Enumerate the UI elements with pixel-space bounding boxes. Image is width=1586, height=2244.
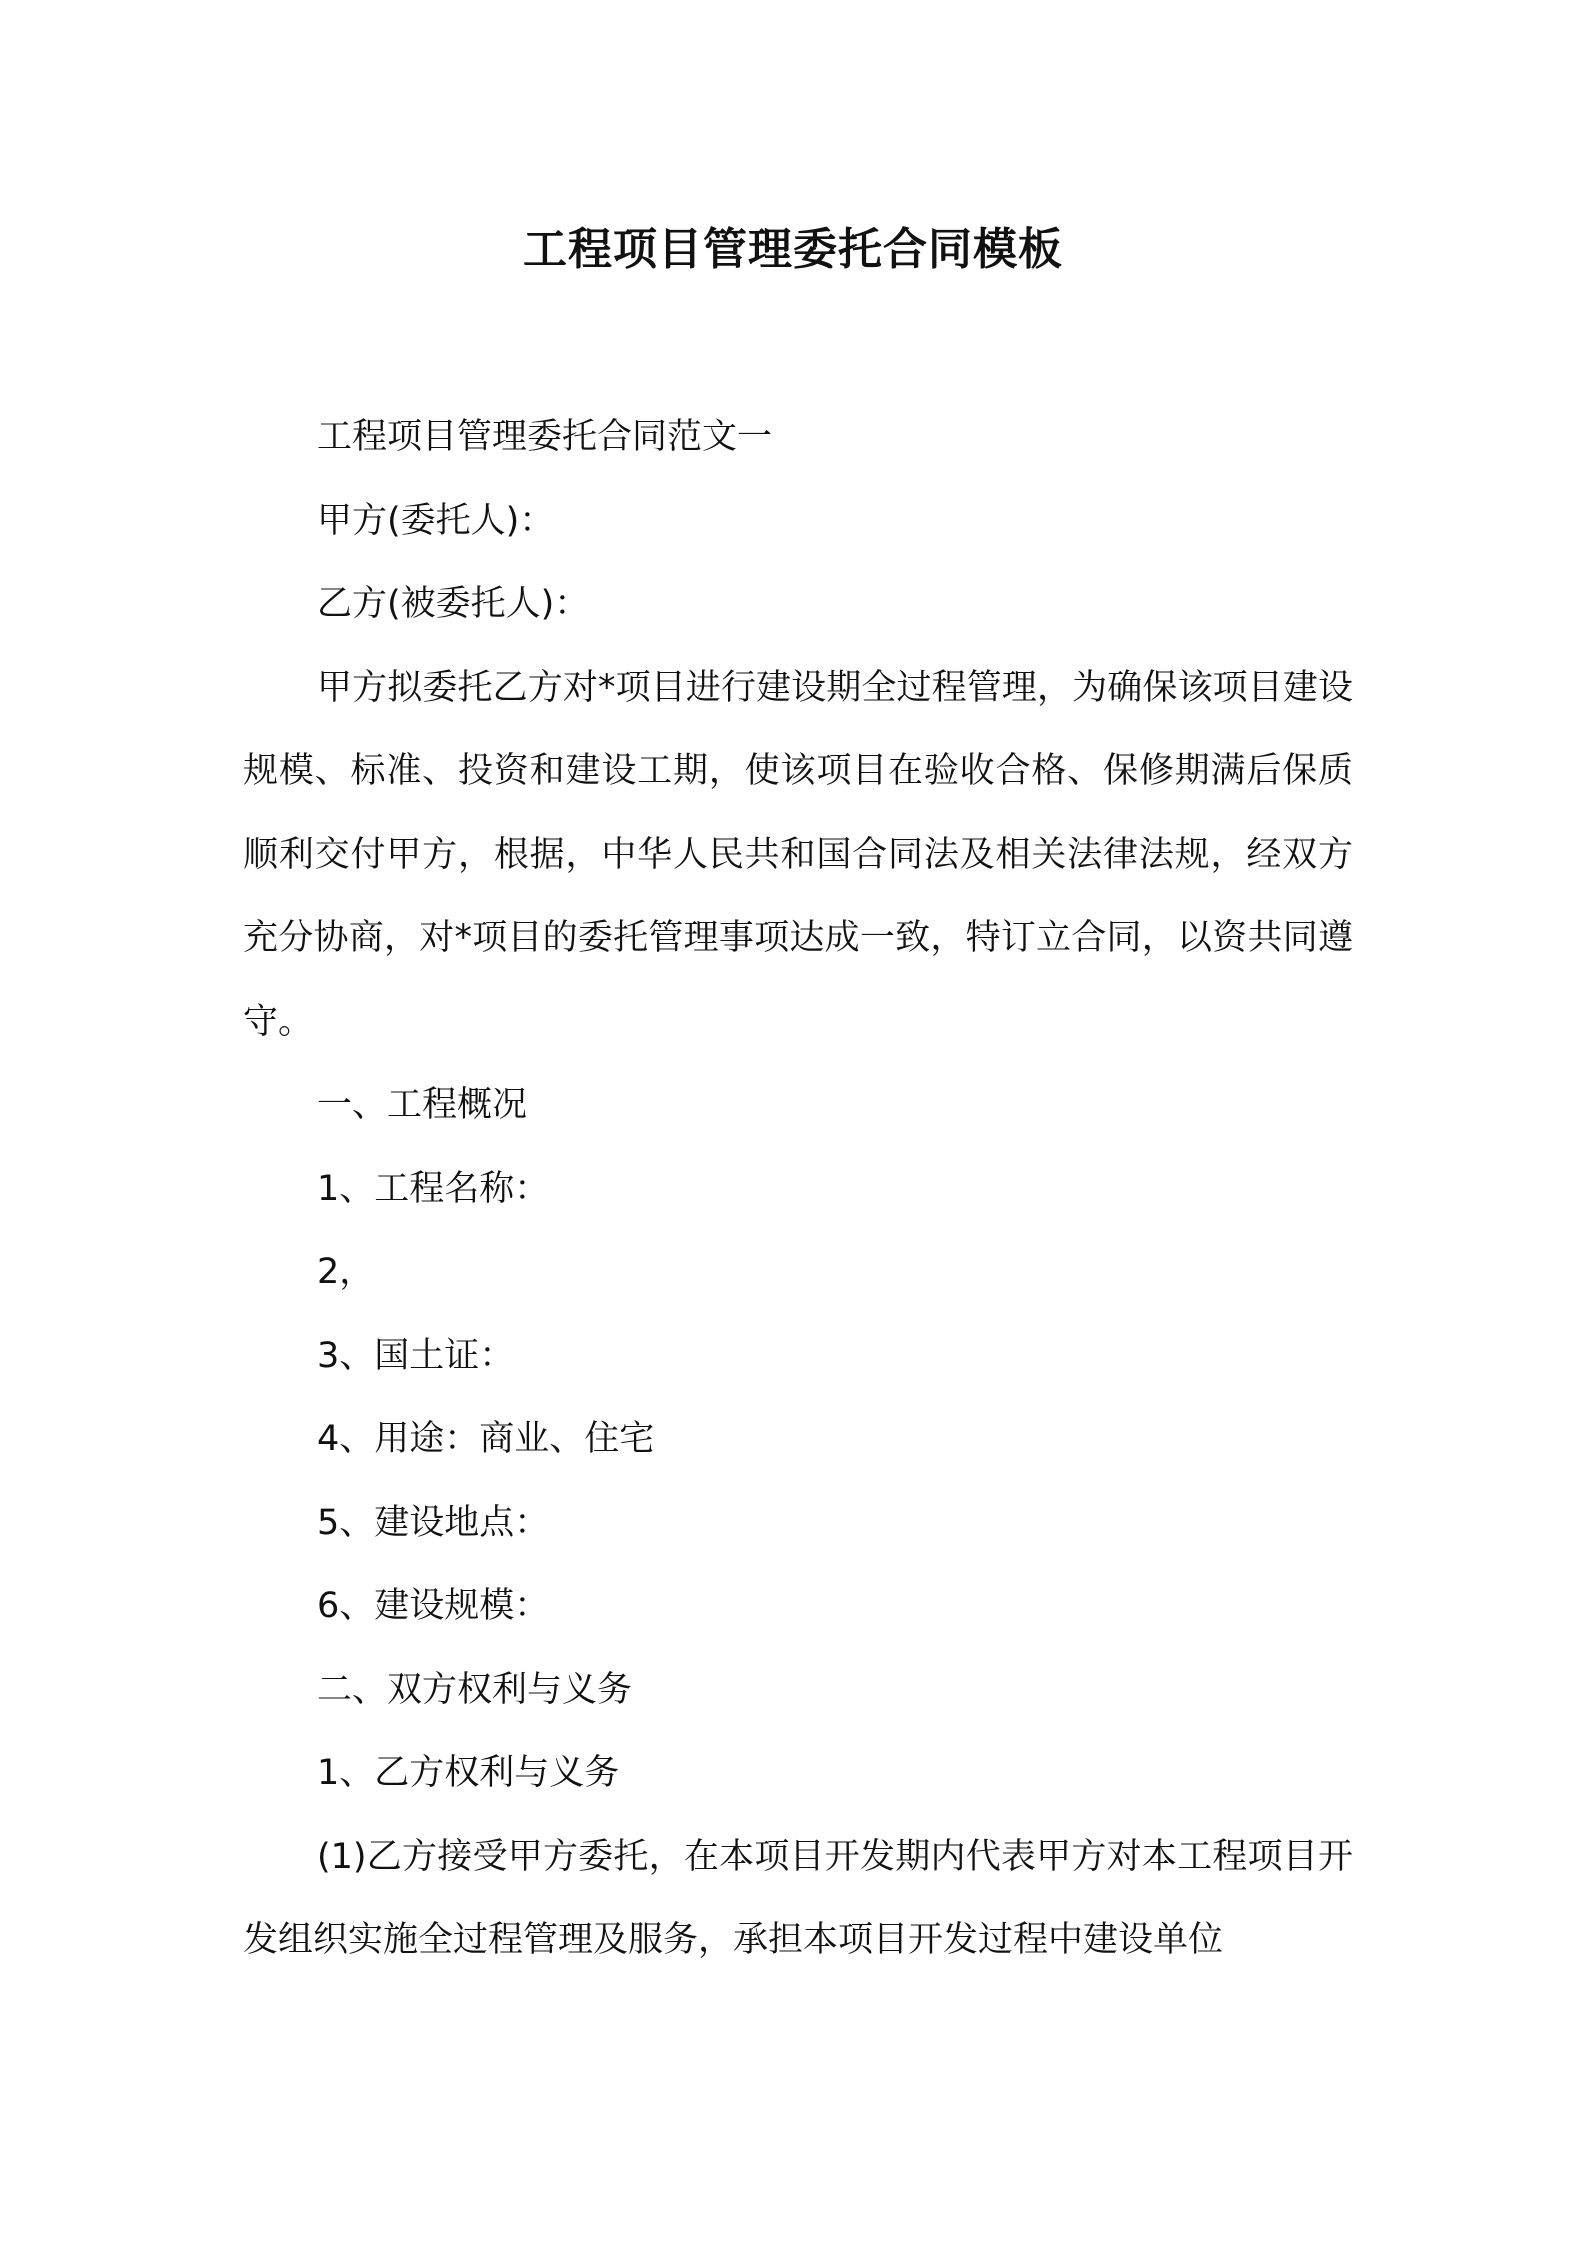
subsection-heading-party-b-rights: 1、乙方权利与义务 xyxy=(317,1753,620,1793)
list-item-scale: 6、建设规模： xyxy=(317,1586,550,1626)
list-item-location: 5、建设地点： xyxy=(317,1502,550,1543)
section-heading-rights-obligations: 二、双方权利与义务 xyxy=(317,1669,633,1710)
paragraph-preamble: 甲方拟委托乙方对*项目进行建设期全过程管理，为确保该项目建设规模、标准、投资和建设工期，使该项目在验收合格、保修期满后保质顺利交付甲方，根据，中华人民共和国合同法及相关法律法规，经双方充分协商，对*项目的委托管理事项达成一致，特订立合同，以资共同遵守。 xyxy=(243,667,1353,1042)
list-item-land-certificate: 3、国土证： xyxy=(317,1335,515,1376)
paragraph-party-b: 乙方(被委托人)： xyxy=(317,584,590,624)
list-item-2: 2， xyxy=(317,1252,375,1292)
section-heading-project-overview: 一、工程概况 xyxy=(317,1085,528,1125)
document-title: 工程项目管理委托合同模板 xyxy=(523,224,1063,275)
list-item-project-name: 1、工程名称： xyxy=(317,1168,550,1209)
list-item-usage: 4、用途：商业、住宅 xyxy=(317,1419,655,1459)
paragraph-clause-1: (1)乙方接受甲方委托，在本项目开发期内代表甲方对本工程项目开发组织实施全过程管理及服务，承担本项目开发过程中建设单位 xyxy=(243,1836,1353,1960)
paragraph-contract-sample-heading: 工程项目管理委托合同范文一 xyxy=(317,417,773,457)
paragraph-party-a: 甲方(委托人)： xyxy=(317,500,555,541)
document-body xyxy=(243,396,1353,1983)
